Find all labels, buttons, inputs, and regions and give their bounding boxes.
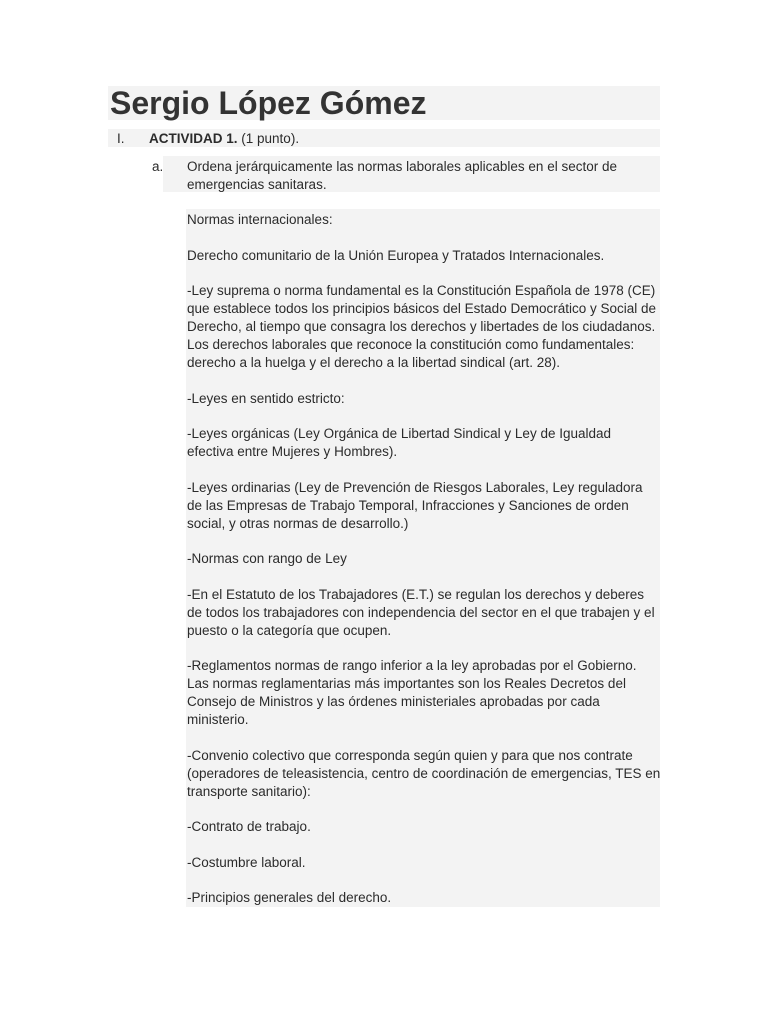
- answer-body: [187, 211, 661, 925]
- answer-paragraph: -Ley suprema o norma fundamental es la Constitución Española de 1978 (CE) que establece todos los principios básicos del Estado Democrático y Social de Derecho, al tiempo que consagra los derechos y libertades de los ciudadanos. Los derechos laborales que reconoce la constitución como fundamentales: derecho a la huelga y el derecho a la libertad sindical (art. 28).: [187, 283, 657, 370]
- answer-paragraph: -Convenio colectivo que corresponda según quien y para que nos contrate (operadores de teleasistencia, centro de coordinación de emergencias, TES en transporte sanitario):: [187, 747, 661, 799]
- answer-paragraph: -Leyes ordinarias (Ley de Prevención de Riesgos Laborales, Ley reguladora de las Empresas de Trabajo Temporal, Infracciones y Sanciones de orden social, y otras normas de desarrollo.): [187, 479, 643, 531]
- activity-heading: [149, 130, 299, 148]
- activity-points: (1 punto).: [241, 131, 300, 146]
- answer-paragraph: -Normas con rango de Ley: [187, 551, 347, 566]
- activity-label: ACTIVIDAD 1.: [149, 131, 238, 146]
- answer-paragraph: Normas internacionales:: [187, 212, 333, 227]
- answer-paragraph: -Contrato de trabajo.: [187, 819, 311, 834]
- question-marker: a.: [152, 159, 164, 174]
- answer-paragraph: Derecho comunitario de la Unión Europea y Tratados Internacionales.: [187, 247, 605, 263]
- question-text: Ordena jerárquicamente las normas laborales aplicables en el sector de emergencias sanitaras.: [187, 159, 617, 192]
- document-title: Sergio López Gómez: [110, 85, 427, 121]
- answer-paragraph: -Costumbre laboral.: [187, 854, 306, 870]
- answer-paragraph: -Principios generales del derecho.: [187, 890, 392, 905]
- answer-paragraph: -En el Estatuto de los Trabajadores (E.T.) se regulan los derechos y deberes de todos los trabajadores con independencia del sector en el que trabajen y el puesto o la categoría que ocupen.: [187, 586, 655, 638]
- answer-paragraph: -Reglamentos normas de rango inferior a la ley aprobadas por el Gobierno. Las normas reglamentarias más importantes son los Reales Decretos del Consejo de Ministros y las órdenes ministeriales aprobadas por cada ministerio.: [187, 658, 637, 727]
- answer-paragraph: -Leyes orgánicas (Ley Orgánica de Libertad Sindical y Ley de Igualdad efectiva entre Mujeres y Hombres).: [187, 426, 612, 459]
- answer-paragraph: -Leyes en sentido estricto:: [187, 390, 345, 406]
- activity-marker: I.: [117, 131, 125, 146]
